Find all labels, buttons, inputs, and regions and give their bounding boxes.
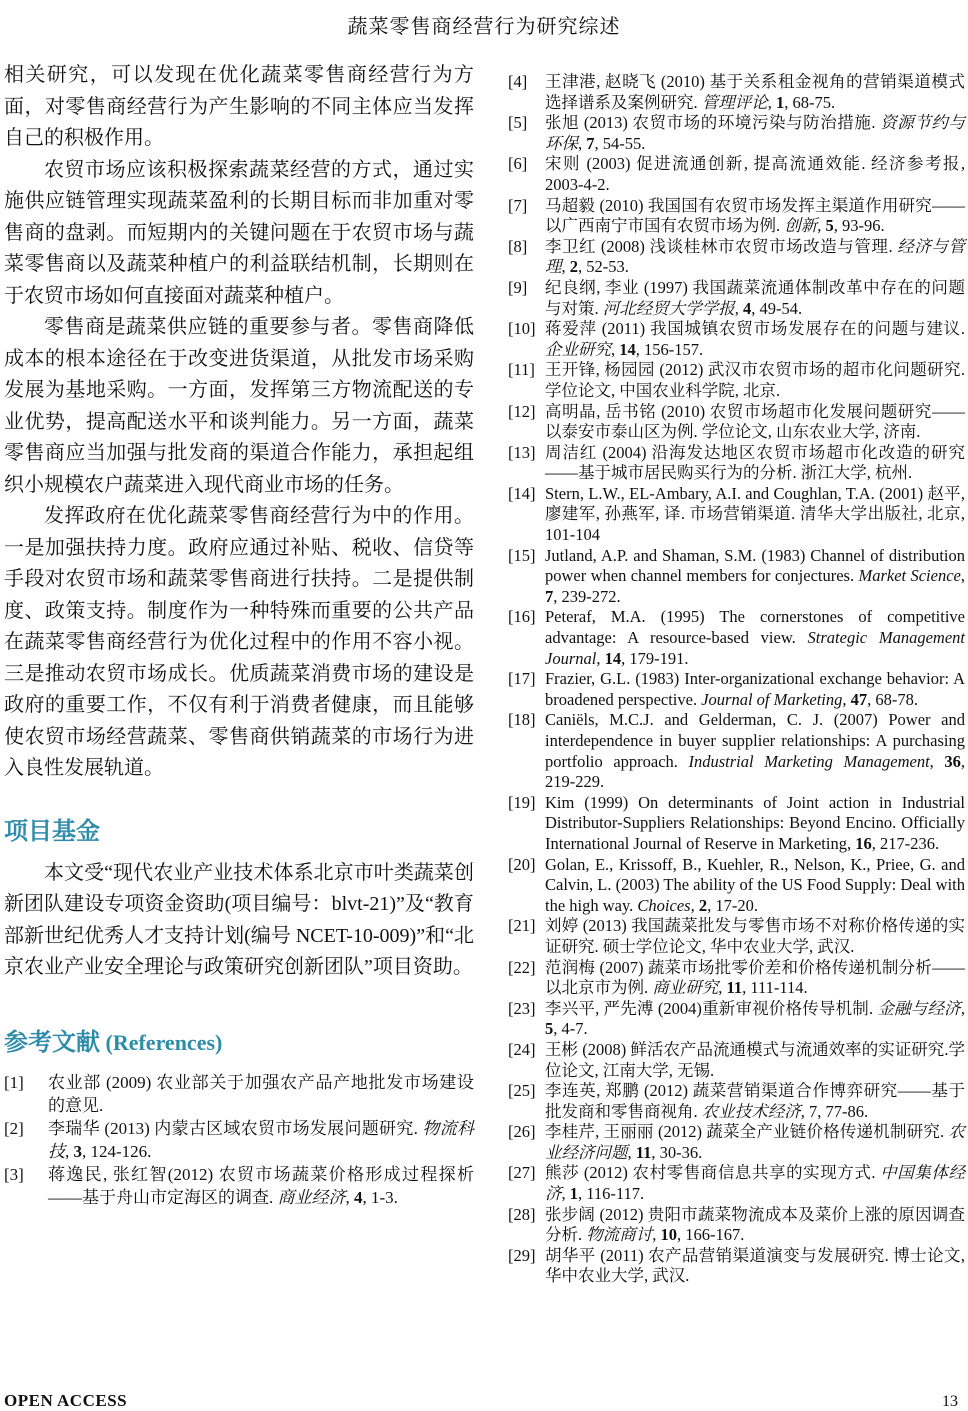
reference-text: Kim (1999) On determinants of Joint action in Industrial Distributor-Suppliers Relationships: Beyond Encino. Officially International Journal of Reserve in Marketing, 16, 217-236. xyxy=(545,792,965,853)
reference-number: [4] xyxy=(508,72,528,91)
reference-item xyxy=(508,1081,965,1122)
references-heading-en: (References) xyxy=(100,1029,223,1055)
reference-text: 蒋爱萍 (2011) 我国城镇农贸市场发展存在的问题与建议. 企业研究, 14, 156-157. xyxy=(545,319,965,359)
reference-item xyxy=(508,72,965,113)
reference-list-right xyxy=(508,72,965,1287)
reference-item xyxy=(508,1122,965,1163)
reference-number: [3] xyxy=(4,1164,24,1184)
reference-item xyxy=(508,154,965,195)
reference-text: 纪良纲, 李业 (1997) 我国蔬菜流通体制改革中存在的问题与对策. 河北经贸大学学报, 4, 49-54. xyxy=(545,277,965,318)
reference-text: 胡华平 (2011) 农产品营销渠道演变与发展研究. 博士论文, 华中农业大学, 武汉. xyxy=(545,1245,965,1286)
reference-number: [22] xyxy=(508,957,536,977)
reference-item xyxy=(508,669,965,710)
reference-item xyxy=(4,1163,474,1209)
reference-text: 农业部 (2009) 农业部关于加强农产品产地批发市场建设的意见. xyxy=(48,1072,474,1115)
reference-number: [29] xyxy=(508,1245,536,1265)
reference-number: [10] xyxy=(508,319,536,339)
reference-number: [21] xyxy=(508,916,536,936)
reference-text: Jutland, A.P. and Shaman, S.M. (1983) Channel of distribution power when channel members for conjectures. Market Science, 7, 239-272. xyxy=(545,545,965,606)
reference-text: Caniëls, M.C.J. and Gelderman, C. J. (2007) Power and interdependence in buyer supplier relationships: A purchasing portfolio approach. Industrial Marketing Management, 36, 219-229. xyxy=(545,710,965,792)
reference-text: 张旭 (2013) 农贸市场的环境污染与防治措施. 资源节约与环保, 7, 54-55. xyxy=(545,113,965,153)
reference-text: Frazier, G.L. (1983) Inter-organizational exchange behavior: A broadened perspective. Journal of Marketing, 47, 68-78. xyxy=(545,669,965,709)
reference-number: [16] xyxy=(508,607,536,627)
reference-number: [15] xyxy=(508,545,536,565)
reference-number: [8] xyxy=(508,236,528,256)
fund-paragraph: 本文受“现代农业产业技术体系北京市叶类蔬菜创新团队建设专项资金资助(项目编号：blvt-21)”及“教育部新世纪优秀人才支持计划(编号 NCET-10-009)”和“北京农业产业安全理论与政策研究创新团队”项目资助。 xyxy=(4,861,474,978)
reference-item xyxy=(508,793,965,855)
reference-text: 王开锋, 杨园园 (2012) 武汉市农贸市场的超市化问题研究. 学位论文, 中国农业科学院, 北京. xyxy=(545,360,965,400)
paragraph: 相关研究，可以发现在优化蔬菜零售商经营行为方面，对零售商经营行为产生影响的不同主体应当发挥自己的积极作用。 xyxy=(4,64,474,149)
reference-text: 宋则 (2003) 促进流通创新, 提高流通效能. 经济参考报, 2003-4-2. xyxy=(545,154,965,194)
reference-number: [5] xyxy=(508,113,528,133)
reference-item xyxy=(508,443,965,484)
paragraph: 零售商是蔬菜供应链的重要参与者。零售商降低成本的根本途径在于改变进货渠道，从批发市场采购发展为基地采购。一方面，发挥第三方物流配送的专业优势，提高配送水平和谈判能力。另一方面，蔬菜零售商应当加强与批发商的渠道合作能力，承担起组织小规模农户蔬菜进入现代商业市场的任务。 xyxy=(4,316,474,496)
reference-item xyxy=(508,237,965,278)
reference-text: 李卫红 (2008) 浅谈桂林市农贸市场改造与管理. 经济与管理, 2, 52-53. xyxy=(545,236,965,277)
reference-number: [24] xyxy=(508,1039,536,1059)
reference-list-left xyxy=(4,1071,474,1209)
reference-text: 周洁红 (2004) 沿海发达地区农贸市场超市化改造的研究——基于城市居民购买行为的分析. 浙江大学, 杭州. xyxy=(545,442,965,483)
body-text xyxy=(4,60,474,785)
left-column xyxy=(4,60,474,1209)
reference-text: 王津港, 赵晓飞 (2010) 基于关系租金视角的营销渠道模式选择谱系及案例研究. 管理评论, 1, 68-75. xyxy=(545,72,965,112)
reference-text: 李兴平, 严先溥 (2004)重新审视价格传导机制. 金融与经济, 5, 4-7. xyxy=(545,998,965,1039)
reference-item xyxy=(4,1071,474,1117)
reference-text: 马超毅 (2010) 我国国有农贸市场发挥主渠道作用研究——以广西南宁市国有农贸市场为例. 创新, 5, 93-96. xyxy=(545,195,965,236)
reference-item xyxy=(508,1040,965,1081)
reference-item xyxy=(508,1205,965,1246)
reference-text: Peteraf, M.A. (1995) The cornerstones of competitive advantage: A resource-based view. Strategic Management Journal, 14, 179-191. xyxy=(545,607,965,668)
reference-item xyxy=(508,1163,965,1204)
reference-number: [20] xyxy=(508,854,536,874)
reference-text: 李连英, 郑鹏 (2012) 蔬菜营销渠道合作博弈研究——基于批发商和零售商视角. 农业技术经济, 7, 77-86. xyxy=(545,1081,965,1121)
reference-text: 高明晶, 岳书铭 (2010) 农贸市场超市化发展问题研究——以泰安市泰山区为例. 学位论文, 山东农业大学, 济南. xyxy=(545,401,965,442)
reference-number: [13] xyxy=(508,442,536,462)
reference-item xyxy=(508,484,965,546)
reference-number: [18] xyxy=(508,710,536,730)
reference-item xyxy=(508,360,965,401)
reference-item xyxy=(508,196,965,237)
reference-number: [12] xyxy=(508,401,536,421)
reference-item xyxy=(508,999,965,1040)
reference-text: 李桂芹, 王丽丽 (2012) 蔬菜全产业链价格传递机制研究. 农业经济问题, 11, 30-36. xyxy=(545,1122,965,1162)
reference-text: 范润梅 (2007) 蔬菜市场批零价差和价格传递机制分析——以北京市为例. 商业研究, 11, 111-114. xyxy=(545,957,965,998)
reference-number: [1] xyxy=(4,1072,24,1092)
reference-item xyxy=(4,1117,474,1163)
page-title: 蔬菜零售商经营行为研究综述 xyxy=(347,16,621,38)
references-heading xyxy=(4,1022,474,1057)
reference-number: [28] xyxy=(508,1204,536,1224)
right-column xyxy=(508,58,965,1287)
paragraph: 发挥政府在优化蔬菜零售商经营行为中的作用。一是加强扶持力度。政府应通过补贴、税收、信贷等手段对农贸市场和蔬菜零售商进行扶持。二是提供制度、政策支持。制度作为一种特殊而重要的公共产品在蔬菜零售商经营行为优化过程中的作用不容小视。三是推动农贸市场成长。优质蔬菜消费市场的建设是政府的重要工作，不仅有利于消费者健康，而且能够使农贸市场经营蔬菜、零售商供销蔬菜的市场行为进入良性发展轨道。 xyxy=(4,505,474,779)
reference-item xyxy=(508,710,965,792)
reference-item xyxy=(508,855,965,917)
reference-number: [25] xyxy=(508,1081,536,1101)
page-footer xyxy=(4,1391,958,1411)
reference-number: [27] xyxy=(508,1163,536,1183)
reference-text: Stern, L.W., EL-Ambary, A.I. and Coughlan, T.A. (2001) 赵平, 廖建军, 孙燕军, 译. 市场营销渠道. 清华大学出版社, 北京, 101-104 xyxy=(545,483,965,545)
reference-item xyxy=(508,319,965,360)
reference-number: [9] xyxy=(508,277,528,297)
reference-text: 王彬 (2008) 鲜活农产品流通模式与流通效率的实证研究.学位论文, 江南大学, 无锡. xyxy=(545,1039,965,1080)
reference-text: Golan, E., Krissoff, B., Kuehler, R., Nelson, K., Priee, G. and Calvin, L. (2003) The ability of the US Food Supply: Deal with the high way. Choices, 2, 17-20. xyxy=(545,854,965,915)
page-number: 13 xyxy=(942,1393,958,1410)
fund-section-heading: 项目基金 xyxy=(4,817,100,845)
reference-number: [19] xyxy=(508,792,536,812)
reference-text: 熊莎 (2012) 农村零售商信息共享的实现方式. 中国集体经济, 1, 116-117. xyxy=(545,1163,965,1204)
reference-item xyxy=(508,113,965,154)
reference-item xyxy=(508,546,965,608)
reference-item xyxy=(508,278,965,319)
reference-item xyxy=(508,916,965,957)
reference-number: [6] xyxy=(508,154,528,174)
reference-number: [2] xyxy=(4,1118,24,1138)
fund-section-text xyxy=(4,858,474,984)
reference-text: 刘婷 (2013) 我国蔬菜批发与零售市场不对称价格传递的实证研究. 硕士学位论文, 华中农业大学, 武汉. xyxy=(545,916,965,956)
references-heading-zh: 参考文献 xyxy=(4,1028,100,1056)
reference-number: [7] xyxy=(508,195,528,215)
reference-item xyxy=(508,1246,965,1287)
reference-number: [11] xyxy=(508,360,535,380)
reference-item xyxy=(508,402,965,443)
reference-text: 张步阔 (2012) 贵阳市蔬菜物流成本及菜价上涨的原因调查分析. 物流商讨, 10, 166-167. xyxy=(545,1204,965,1245)
reference-number: [14] xyxy=(508,483,536,503)
open-access-label: OPEN ACCESS xyxy=(4,1391,128,1410)
reference-text: 蒋逸民, 张红智(2012) 农贸市场蔬菜价格形成过程探析——基于舟山市定海区的调查. 商业经济, 4, 1-3. xyxy=(48,1164,474,1207)
reference-number: [17] xyxy=(508,669,536,689)
reference-text: 李瑞华 (2013) 内蒙古区域农贸市场发展问题研究. 物流科技, 3, 124-126. xyxy=(48,1118,475,1161)
reference-item xyxy=(508,607,965,669)
paragraph: 农贸市场应该积极探索蔬菜经营的方式，通过实施供应链管理实现蔬菜盈利的长期目标而非加重对零售商的盘剥。而短期内的关键问题在于农贸市场与蔬菜零售商以及蔬菜种植户的利益联结机制，长期则在于农贸市场如何直接面对蔬菜种植户。 xyxy=(4,158,474,307)
reference-number: [26] xyxy=(508,1122,536,1142)
reference-number: [23] xyxy=(508,998,536,1018)
reference-item xyxy=(508,958,965,999)
